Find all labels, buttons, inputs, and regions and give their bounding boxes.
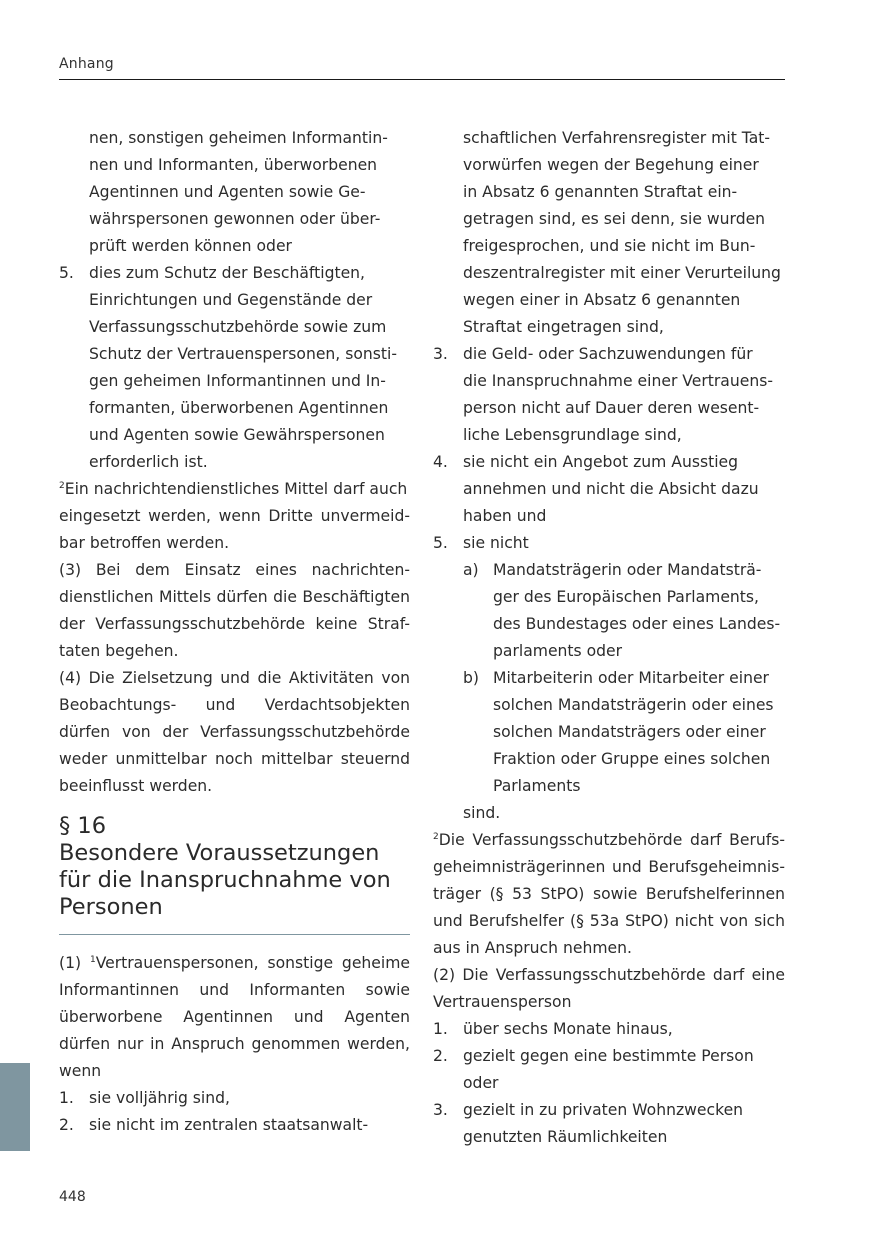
list-item-3: [433, 1097, 785, 1124]
text-line: Fraktion oder Gruppe eines solchen: [493, 750, 771, 768]
text-line: formanten, überworbenen Agentinnen: [89, 399, 389, 417]
text-line: Vertrauensperson: [433, 993, 572, 1011]
text-line: (4) Die Zielsetzung und die Aktivitäten von: [59, 669, 410, 687]
text-line: liche Lebensgrundlage sind,: [463, 426, 682, 444]
paragraph-number: (1): [59, 954, 90, 972]
text-line: sie nicht ein Angebot zum Ausstieg: [463, 453, 739, 471]
text-line: beeinflusst werden.: [59, 777, 213, 795]
section-number: § 16: [59, 813, 107, 839]
text-line: Mitarbeiterin oder Mitarbeiter einer: [493, 669, 769, 687]
text-line: annehmen und nicht die Absicht dazu: [463, 480, 759, 498]
text-line: getragen sind, es sei denn, sie wurden: [463, 210, 766, 228]
list-number: 3.: [433, 345, 448, 363]
text-line: überworbene Agentinnen und Agenten: [59, 1008, 410, 1026]
text-line: sie volljährig sind,: [89, 1089, 231, 1107]
text-line: weder unmittelbar noch mittelbar steuernd: [59, 750, 410, 768]
text-line: (2) Die Verfassungsschutzbehörde darf eine: [433, 966, 785, 984]
text-line: wenn: [59, 1062, 102, 1080]
text-line: Ein nachrichtendienstliches Mittel darf auch: [64, 480, 408, 498]
text-line: Die Verfassungsschutzbehörde darf Berufs-: [438, 831, 785, 849]
list-item-4: [433, 449, 785, 476]
list-item-5: [59, 260, 410, 287]
text-line: sie nicht im zentralen staatsanwalt-: [89, 1116, 369, 1134]
text-line: oder: [463, 1074, 499, 1092]
text-line: deszentralregister mit einer Verurteilung: [463, 264, 781, 282]
sentence-number: 2: [59, 481, 65, 491]
text-line: Einrichtungen und Gegenstände der: [89, 291, 373, 309]
left-column: [59, 125, 410, 1139]
sentence-number: 1: [89, 955, 96, 965]
text-line: Verfassungsschutzbehörde sowie zum: [89, 318, 387, 336]
text-line: währspersonen gewonnen oder über-: [89, 210, 381, 228]
text-line: dienstlichen Mittels dürfen die Beschäftigten: [59, 588, 410, 606]
text-line: die Inanspruchnahme einer Vertrauens-: [463, 372, 773, 390]
sub-list-letter: a): [463, 561, 479, 579]
text-line: ger des Europäischen Parlaments,: [493, 588, 759, 606]
text-line: dürfen nur in Anspruch genommen werden,: [59, 1035, 410, 1053]
text-line: des Bundestages oder eines Landes-: [493, 615, 781, 633]
text-line: der Verfassungsschutzbehörde keine Straf-: [59, 615, 410, 633]
section-title-line: für die Inanspruchnahme von: [59, 867, 391, 893]
text-line: nen, sonstigen geheimen Informantin-: [89, 129, 388, 147]
sub-list-letter: b): [463, 669, 479, 687]
text-line: nen und Informanten, überworbenen: [89, 156, 378, 174]
list-number: 3.: [433, 1101, 448, 1119]
text-line: genutzten Räumlichkeiten: [463, 1128, 668, 1146]
text-line: sind.: [463, 804, 501, 822]
list-item-2: [433, 1043, 785, 1070]
list-item-2: [59, 1112, 410, 1139]
text-line: in Absatz 6 genannten Straftat ein-: [463, 183, 738, 201]
list-item-1: [59, 1085, 410, 1112]
list-number: 1.: [433, 1020, 448, 1038]
text-line: aus in Anspruch nehmen.: [433, 939, 632, 957]
sentence-2: [59, 476, 410, 503]
text-line: dies zum Schutz der Beschäftigten,: [89, 264, 366, 282]
text-line: bar betroffen werden.: [59, 534, 230, 552]
text-line: taten begehen.: [59, 642, 179, 660]
text-line: schaftlichen Verfahrensregister mit Tat-: [463, 129, 771, 147]
list-number: 1.: [59, 1089, 74, 1107]
text-line: Mandatsträgerin oder Mandatsträ-: [493, 561, 762, 579]
text-line: und Agenten sowie Gewährspersonen: [89, 426, 385, 444]
sentence-2: [433, 827, 785, 854]
text-line: geheimnisträgerinnen und Berufsgeheimnis-: [433, 858, 785, 876]
text-line: die Geld- oder Sachzuwendungen für: [463, 345, 753, 363]
text-line: Vertrauenspersonen, sonstige geheime: [95, 954, 411, 972]
text-line: freigesprochen, und sie nicht im Bun-: [463, 237, 756, 255]
chapter-tab-marker: [0, 1063, 30, 1151]
list-item-5: [433, 530, 785, 557]
running-head: Anhang: [59, 56, 114, 72]
text-line: über sechs Monate hinaus,: [463, 1020, 673, 1038]
sentence-number: 2: [433, 832, 439, 842]
text-line: wegen einer in Absatz 6 genannten: [463, 291, 741, 309]
text-line: gezielt in zu privaten Wohnzwecken: [463, 1101, 744, 1119]
text-line: Parlaments: [493, 777, 581, 795]
list-number: 4.: [433, 453, 448, 471]
section-title-line: Personen: [59, 894, 163, 920]
text-line: vorwürfen wegen der Begehung einer: [463, 156, 759, 174]
text-line: Beobachtungs- und Verdachtsobjekten: [59, 696, 410, 714]
text-line: und Berufshelfer (§ 53a StPO) nicht von sich: [433, 912, 785, 930]
text-line: Straftat eingetragen sind,: [463, 318, 664, 336]
text-line: eingesetzt werden, wenn Dritte unvermeid-: [59, 507, 410, 525]
text-line: gezielt gegen eine bestimmte Person: [463, 1047, 754, 1065]
text-line: Agentinnen und Agenten sowie Ge-: [89, 183, 366, 201]
text-line: solchen Mandatsträgerin oder eines: [493, 696, 774, 714]
list-item-1: [433, 1016, 785, 1043]
sub-item-b: [433, 665, 785, 692]
text-line: träger (§ 53 StPO) sowie Berufshelferinnen: [433, 885, 785, 903]
paragraph-1-first-line: [59, 950, 410, 977]
section-title-line: Besondere Voraussetzungen: [59, 840, 380, 866]
text-line: solchen Mandatsträgers oder einer: [493, 723, 766, 741]
text-line: haben und: [463, 507, 547, 525]
text-line: Informantinnen und Informanten sowie: [59, 981, 410, 999]
text-line: prüft werden können oder: [89, 237, 292, 255]
list-item-3: [433, 341, 785, 368]
section-heading-rule: [59, 934, 410, 935]
text-line: sie nicht: [463, 534, 529, 552]
text-line: Schutz der Vertrauenspersonen, sonsti-: [89, 345, 397, 363]
text-line: erforderlich ist.: [89, 453, 208, 471]
list-number: 5.: [433, 534, 448, 552]
page-number: 448: [59, 1189, 86, 1205]
text-line: gen geheimen Informantinnen und In-: [89, 372, 386, 390]
list-number: 2.: [433, 1047, 448, 1065]
list-number: 2.: [59, 1116, 74, 1134]
text-line: parlaments oder: [493, 642, 623, 660]
text-line: person nicht auf Dauer deren wesent-: [463, 399, 760, 417]
text-line: (3) Bei dem Einsatz eines nachrichten-: [59, 561, 410, 579]
header-rule: [59, 79, 785, 80]
list-number: 5.: [59, 264, 74, 282]
sub-item-a: [433, 557, 785, 584]
right-column: [433, 125, 785, 1151]
text-line: dürfen von der Verfassungsschutzbehörde: [59, 723, 410, 741]
